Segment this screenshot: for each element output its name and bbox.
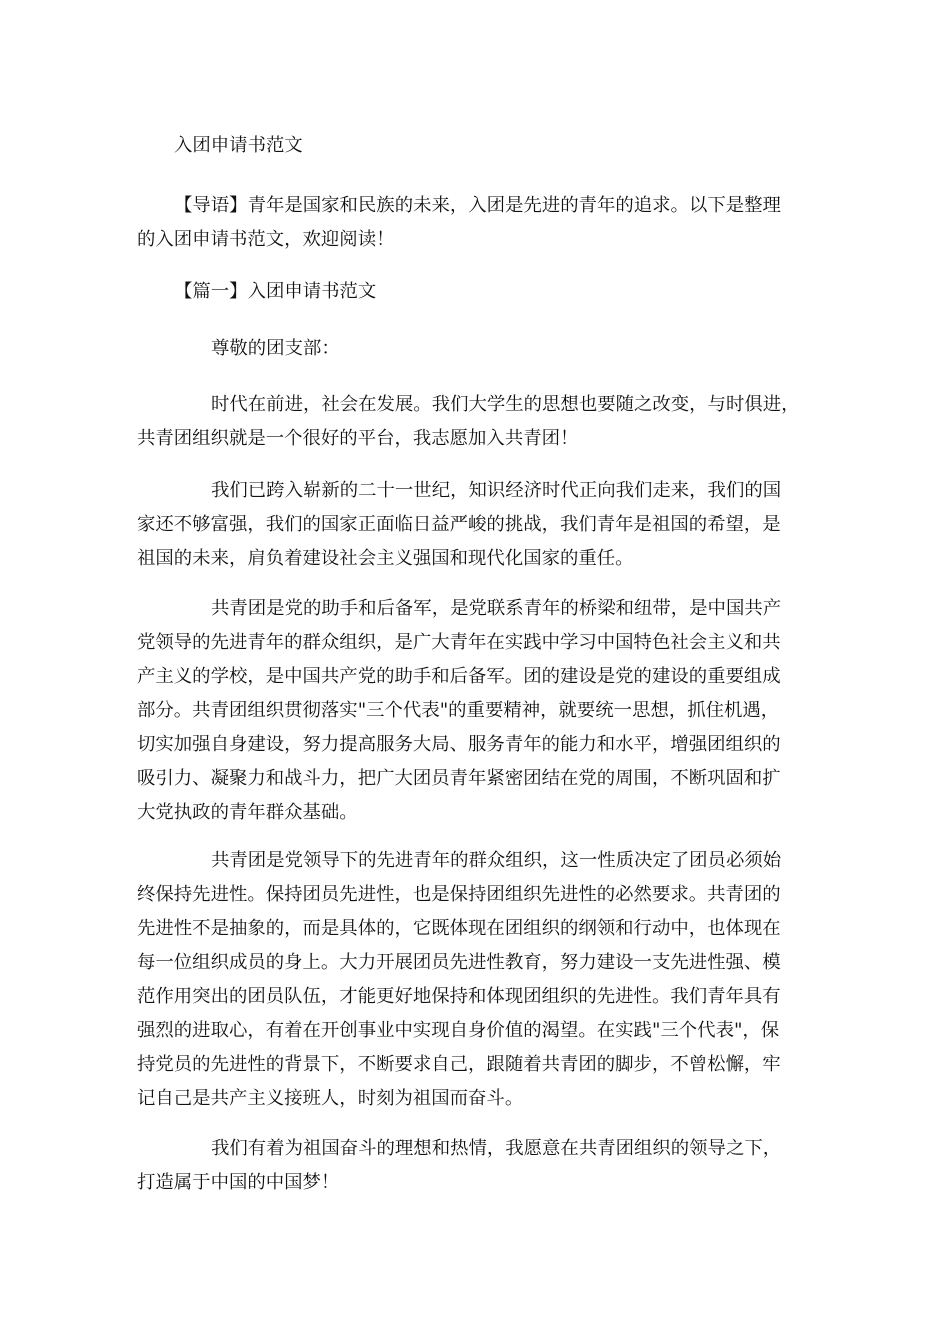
paragraph-line: 我们已跨入崭新的二十一世纪，知识经济时代正向我们走来，我们的国	[211, 480, 782, 501]
paragraph-line: 吸引力、凝聚力和战斗力，把广大团员青年紧密团结在党的周围，不断巩固和扩	[137, 768, 781, 789]
paragraph-line: 时代在前进，社会在发展。我们大学生的思想也要随之改变，与时俱进，	[211, 394, 800, 415]
paragraph-line: 党领导的先进青年的群众组织，是广大青年在实践中学习中国特色社会主义和共	[137, 632, 781, 653]
body-paragraph-4	[137, 844, 817, 1116]
intro-line: 的入团申请书范文，欢迎阅读！	[137, 229, 395, 250]
paragraph-line: 强烈的进取心，有着在开创事业中实现自身价值的渴望。在实践"三个代表"，保	[137, 1020, 780, 1041]
paragraph-line: 终保持先进性。保持团员先进性，也是保持团组织先进性的必然要求。共青团的	[137, 884, 781, 905]
paragraph-line: 大党执政的青年群众基础。	[137, 802, 358, 823]
body-paragraph-5	[137, 1132, 817, 1200]
paragraph-line: 持党员的先进性的背景下，不断要求自己，跟随着共青团的脚步，不曾松懈，牢	[137, 1054, 781, 1075]
paragraph-line: 范作用突出的团员队伍，才能更好地保持和体现团组织的先进性。我们青年具有	[137, 986, 781, 1007]
body-paragraph-3	[137, 592, 817, 830]
paragraph-line: 产主义的学校，是中国共产党的助手和后备军。团的建设是党的建设的重要组成	[137, 666, 781, 687]
section-heading: 【篇一】入团申请书范文	[174, 281, 377, 302]
salutation: 尊敬的团支部：	[211, 338, 340, 359]
paragraph-line: 先进性不是抽象的，而是具体的，它既体现在团组织的纲领和行动中，也体现在	[137, 918, 781, 939]
paragraph-line: 部分。共青团组织贯彻落实"三个代表"的重要精神，就要统一思想，抓住机遇，	[137, 700, 780, 721]
paragraph-line: 打造属于中国的中国梦！	[137, 1172, 340, 1193]
paragraph-line: 我们有着为祖国奋斗的理想和热情，我愿意在共青团组织的领导之下，	[211, 1138, 782, 1159]
paragraph-line: 切实加强自身建设，努力提高服务大局、服务青年的能力和水平，增强团组织的	[137, 734, 781, 755]
body-paragraph-2	[137, 474, 817, 576]
paragraph-line: 祖国的未来，肩负着建设社会主义强国和现代化国家的重任。	[137, 548, 634, 569]
paragraph-line: 家还不够富强，我们的国家正面临日益严峻的挑战，我们青年是祖国的希望，是	[137, 514, 781, 535]
paragraph-line: 共青团是党领导下的先进青年的群众组织，这一性质决定了团员必须始	[211, 850, 782, 871]
intro-paragraph	[137, 189, 817, 257]
paragraph-line: 共青团组织就是一个很好的平台，我志愿加入共青团！	[137, 428, 579, 449]
paragraph-line: 共青团是党的助手和后备军，是党联系青年的桥梁和纽带，是中国共产	[211, 598, 782, 619]
paragraph-line: 每一位组织成员的身上。大力开展团员先进性教育，努力建设一支先进性强、模	[137, 952, 781, 973]
paragraph-line: 记自己是共产主义接班人，时刻为祖国而奋斗。	[137, 1088, 524, 1109]
document-title: 入团申请书范文	[174, 135, 303, 156]
body-paragraph-1	[137, 388, 817, 456]
intro-line: 【导语】青年是国家和民族的未来，入团是先进的青年的追求。以下是整理	[174, 195, 781, 216]
